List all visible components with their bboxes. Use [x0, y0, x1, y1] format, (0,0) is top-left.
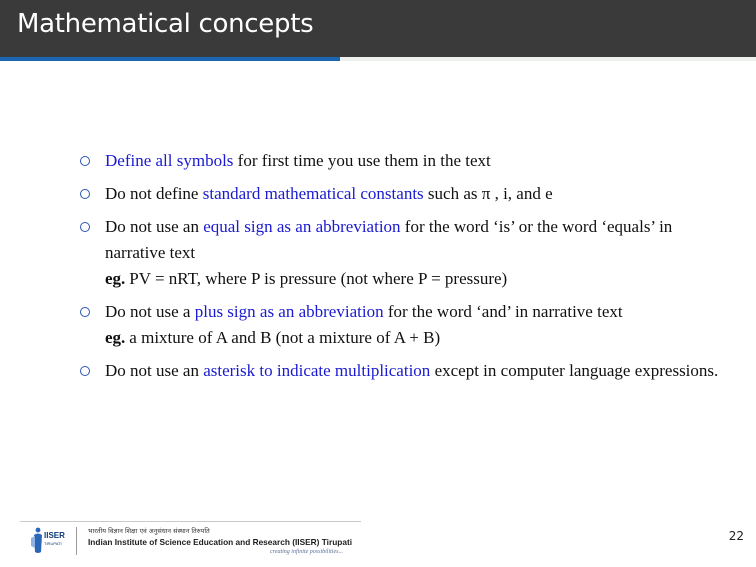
- example-text: a mixture of A and B (not a mixture of A + B): [129, 328, 441, 347]
- hollow-circle-bullet-icon: [80, 189, 90, 199]
- bullet-text: Do not use an: [105, 217, 204, 236]
- title-accent-bar: [0, 57, 340, 61]
- bullet-text: for the word ‘and’ in narrative text: [383, 302, 623, 321]
- title-accent-bar-light: [340, 57, 756, 61]
- example-label: eg.: [105, 269, 126, 288]
- hollow-circle-bullet-icon: [80, 307, 90, 317]
- bullet-text: Do not use an: [105, 361, 204, 380]
- bullet-text: such as π , i, and e: [423, 184, 553, 203]
- highlighted-term: plus sign as an abbreviation: [194, 302, 384, 321]
- footer-institute-name: Indian Institute of Science Education and Research (IISER) Tirupati: [88, 537, 353, 547]
- highlighted-term: equal sign as an abbreviation: [203, 217, 401, 236]
- footer-divider: [20, 521, 361, 522]
- bullet-text: for first time you use them in the text: [233, 151, 491, 170]
- bullet-text: Do not use a: [105, 302, 195, 321]
- example-line: [105, 266, 720, 292]
- example-line: [105, 325, 720, 351]
- footer-hindi-name: भारतीय विज्ञान शिक्षा एवं अनुसंधान संस्थान तिरुपति: [88, 527, 210, 535]
- logo-subtext: TIRUPATI: [44, 541, 62, 546]
- footer-tagline: creating infinite possibilities...: [270, 549, 343, 555]
- bullet-text: for the word ‘is’ or the word ‘equals’ in narrative text: [105, 217, 673, 262]
- bullet-item: [80, 358, 720, 384]
- slide-title: Mathematical concepts: [17, 9, 314, 39]
- highlighted-term: standard mathematical constants: [202, 184, 424, 203]
- title-bar: [0, 0, 756, 57]
- example-label: eg.: [105, 328, 126, 347]
- bullet-item: [80, 214, 720, 292]
- bullet-item: [80, 181, 720, 207]
- hollow-circle-bullet-icon: [80, 156, 90, 166]
- bullet-text: except in computer language expressions.: [430, 361, 719, 380]
- hollow-circle-bullet-icon: [80, 366, 90, 376]
- bullet-item: [80, 148, 720, 174]
- bullet-item: [80, 299, 720, 351]
- logo-text: IISER: [44, 531, 65, 540]
- page-number: 22: [728, 529, 744, 543]
- highlighted-term: Define all symbols: [105, 151, 234, 170]
- hollow-circle-bullet-icon: [80, 222, 90, 232]
- example-text: PV = nRT, where P is pressure (not where P = pressure): [129, 269, 508, 288]
- bullet-list: [80, 148, 720, 391]
- footer-separator: [76, 527, 77, 555]
- bullet-text: Do not define: [105, 184, 203, 203]
- highlighted-term: asterisk to indicate multiplication: [203, 361, 431, 380]
